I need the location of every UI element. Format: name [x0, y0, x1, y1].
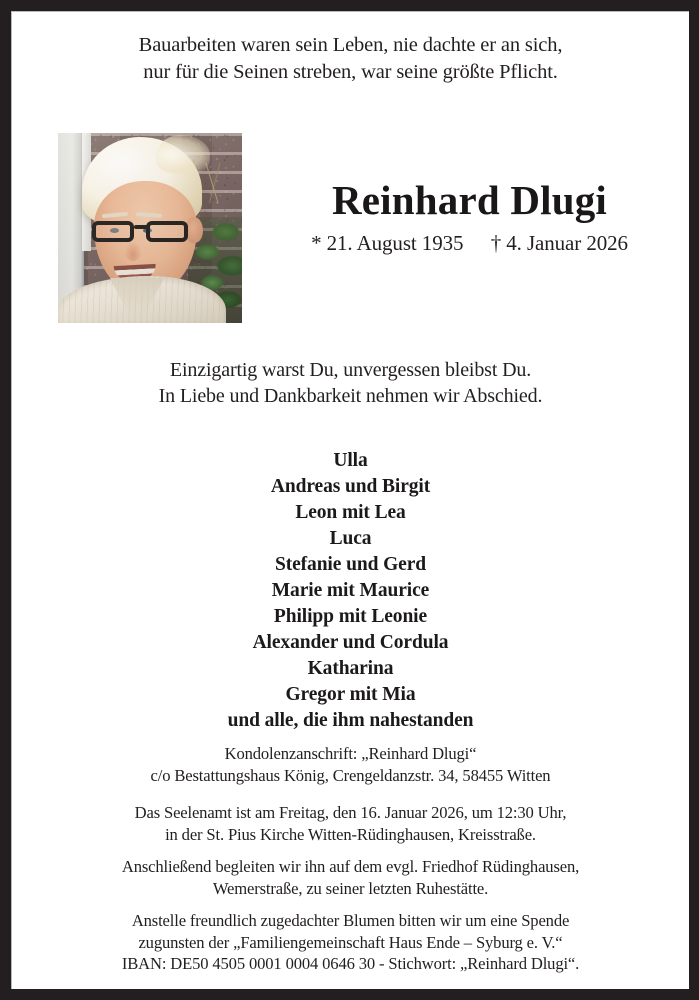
list-item: Leon mit Lea — [295, 502, 406, 524]
donation-line-1: Anstelle freundlich zugedachter Blumen bitten wir um eine Spende — [131, 911, 570, 930]
death-symbol: † — [490, 230, 502, 255]
birth-symbol: * — [311, 230, 322, 255]
list-item: und alle, die ihm nahestanden — [227, 710, 474, 732]
condolence-line-1: Kondolenzanschrift: „Reinhard Dlugi“ — [224, 744, 477, 763]
verse-top-line-2: nur für die Seinen streben, war seine größte Pflicht. — [143, 61, 558, 84]
death-date: 4. Januar 2026 — [506, 230, 628, 255]
notice-inner-frame — [11, 11, 689, 989]
mourner-list — [12, 448, 689, 734]
burial-line-1: Anschließend begleiten wir ihn auf dem evgl. Friedhof Rüdinghausen, — [121, 857, 580, 876]
list-item: Stefanie und Gerd — [274, 554, 427, 576]
burial-line-2: Wemerstraße, zu seiner letzten Ruhestätte. — [212, 878, 489, 898]
condolence-address — [12, 743, 689, 786]
service-details — [12, 802, 689, 845]
name-block — [260, 177, 679, 256]
donation-line-2: zugunsten der „Familiengemeinschaft Haus Ende – Syburg e. V.“ — [138, 932, 563, 952]
verse-middle-line-1: Einzigartig warst Du, unvergessen bleibst Du. — [169, 359, 532, 381]
service-line-2: in der St. Pius Kirche Witten-Rüdinghausen, Kreisstraße. — [165, 824, 536, 844]
photo-color-grade — [58, 133, 242, 323]
donation-request — [12, 910, 689, 975]
burial-details — [12, 856, 689, 899]
condolence-line-2: c/o Bestattungshaus König, Crengeldanzstr. 34, 58455 Witten — [150, 765, 551, 785]
list-item: Katharina — [307, 658, 394, 680]
list-item: Marie mit Maurice — [271, 580, 430, 602]
verse-middle-line-2: In Liebe und Dankbarkeit nehmen wir Abschied. — [158, 385, 543, 408]
list-item: Andreas und Birgit — [270, 476, 431, 498]
verse-top-line-1: Bauarbeiten waren sein Leben, nie dachte er an sich, — [138, 34, 563, 56]
verse-middle — [12, 357, 689, 410]
list-item: Gregor mit Mia — [285, 684, 416, 706]
list-item: Alexander und Cordula — [252, 632, 449, 654]
service-line-1: Das Seelenamt ist am Freitag, den 16. Januar 2026, um 12:30 Uhr, — [134, 803, 567, 822]
deceased-name: Reinhard Dlugi — [331, 177, 608, 223]
birth-date: 21. August 1935 — [326, 230, 464, 255]
headline-zone — [12, 132, 689, 347]
portrait-photo — [58, 133, 242, 323]
life-dates — [260, 231, 679, 256]
verse-top — [12, 32, 689, 86]
donation-line-3: IBAN: DE50 4505 0001 0004 0646 30 - Stichwort: „Reinhard Dlugi“. — [121, 954, 580, 974]
list-item: Ulla — [333, 450, 368, 471]
list-item: Philipp mit Leonie — [273, 606, 428, 628]
list-item: Luca — [329, 528, 372, 550]
